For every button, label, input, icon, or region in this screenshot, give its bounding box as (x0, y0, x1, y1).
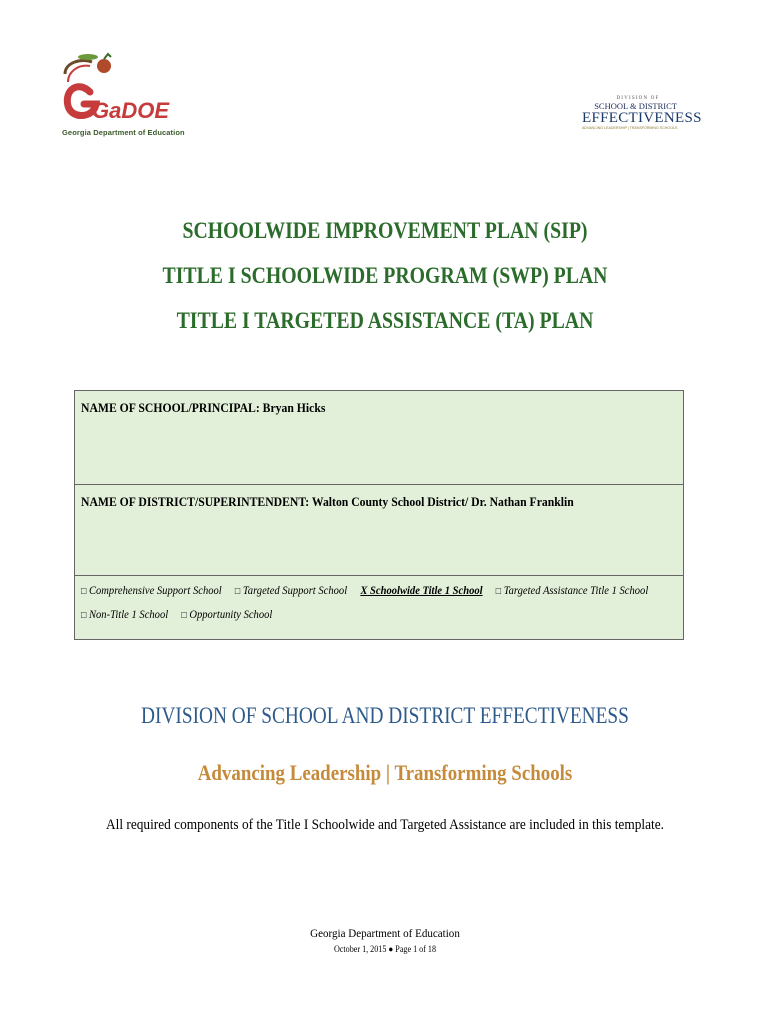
division-title: DIVISION OF SCHOOL AND DISTRICT EFFECTIVENESS (141, 703, 629, 728)
school-info-box (74, 390, 684, 640)
school-principal-field[interactable]: NAME OF SCHOOL/PRINCIPAL: Bryan Hicks (81, 400, 326, 415)
footer-date-page: October 1, 2015 ● Page 1 of 18 (333, 944, 437, 954)
district-superintendent-field[interactable]: NAME OF DISTRICT/SUPERINTENDENT: Walton County School District/ Dr. Nathan Franklin (81, 494, 574, 509)
option-label: Targeted Assistance Title 1 School (503, 583, 649, 597)
title-sip: SCHOOLWIDE IMPROVEMENT PLAN (SIP) (182, 218, 588, 243)
division-logo-line1: DIVISION OF (616, 96, 660, 101)
title-ta: TITLE I TARGETED ASSISTANCE (TA) PLAN (176, 308, 594, 333)
checkbox-icon[interactable]: □ (81, 586, 87, 597)
gadoe-wordmark: GaDOE (92, 98, 170, 123)
option-label: Comprehensive Support School (88, 583, 222, 597)
checkbox-icon[interactable]: □ (181, 610, 187, 621)
division-logo-line4: ADVANCING LEADERSHIP | TRANSFORMING SCHOOLS (582, 126, 678, 130)
title-swp: TITLE I SCHOOLWIDE PROGRAM (SWP) PLAN (162, 263, 608, 288)
division-logo-line2: SCHOOL & DISTRICT (594, 101, 677, 111)
school-principal-row (75, 391, 683, 485)
option-label: Opportunity School (189, 607, 273, 621)
option-targeted-assistance[interactable] (496, 583, 648, 597)
tagline: Advancing Leadership | Transforming Schools (197, 760, 573, 785)
option-schoolwide-title1[interactable] (360, 583, 482, 597)
option-label: Targeted Support School (242, 583, 348, 597)
division-logo (582, 96, 702, 146)
option-comprehensive-support[interactable] (81, 583, 222, 597)
checkbox-icon[interactable]: □ (234, 586, 241, 597)
school-type-options (81, 579, 659, 627)
checkbox-icon[interactable]: □ (81, 610, 87, 621)
gadoe-logo-graphic (60, 52, 170, 128)
checkbox-mark[interactable]: X (360, 583, 368, 597)
template-note: All required components of the Title I Schoolwide and Targeted Assistance are included in this template. (105, 817, 664, 833)
option-label: Non-Title 1 School (88, 607, 169, 621)
district-superintendent-row (75, 485, 683, 576)
gadoe-caption: Georgia Department of Education (62, 128, 185, 137)
option-non-title1[interactable] (81, 607, 168, 621)
plan-titles (0, 208, 770, 343)
gadoe-logo (60, 52, 185, 144)
division-logo-line3: EFFECTIVENESS (582, 110, 702, 126)
option-label: Schoolwide Title 1 School (370, 583, 483, 597)
option-opportunity-school[interactable] (181, 607, 272, 621)
footer-org: Georgia Department of Education (310, 926, 460, 940)
option-targeted-support[interactable] (235, 583, 347, 597)
checkbox-icon[interactable]: □ (495, 586, 502, 597)
